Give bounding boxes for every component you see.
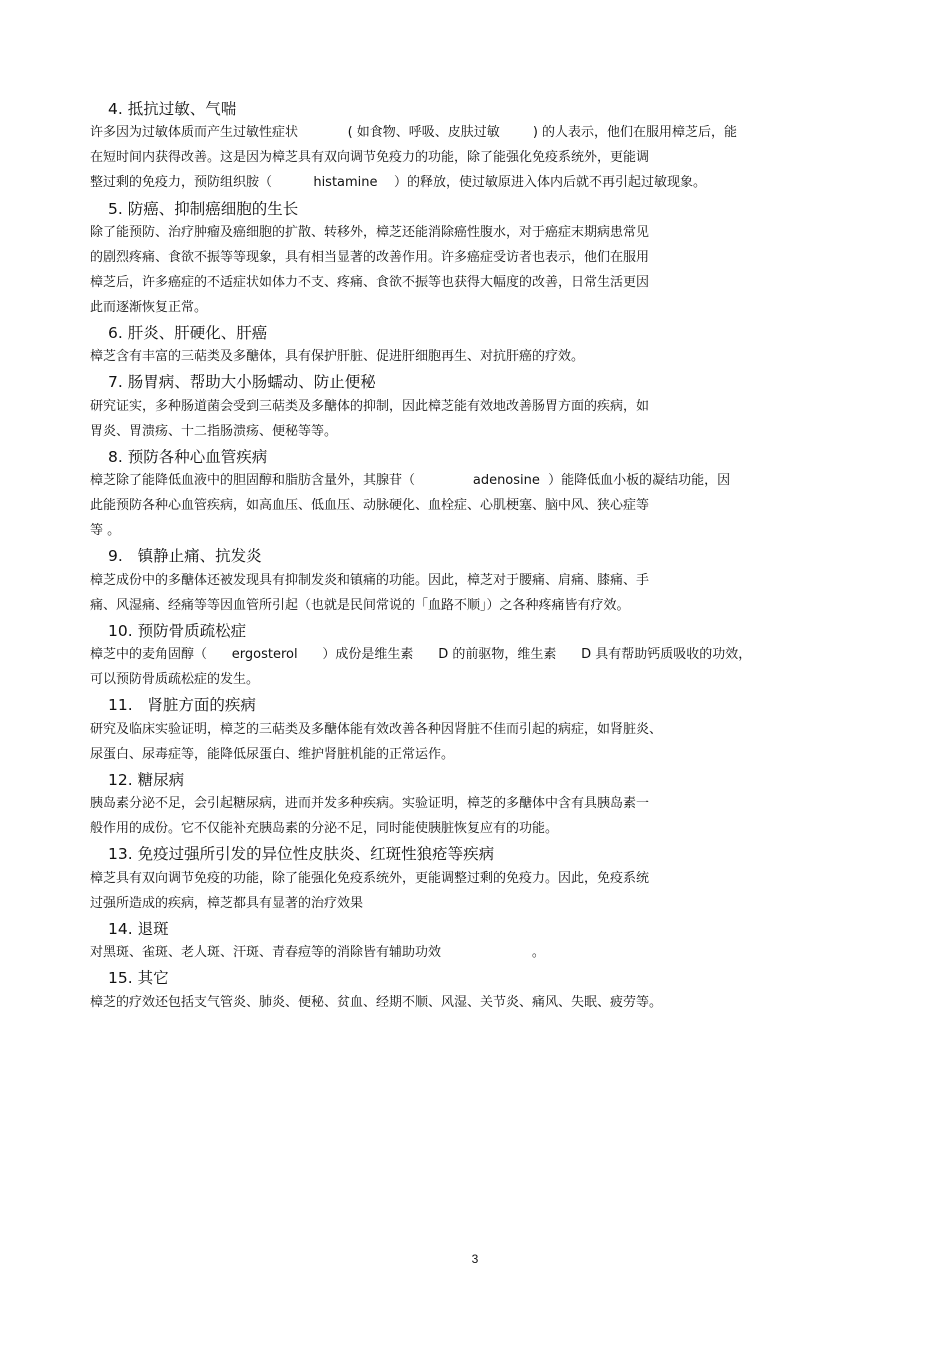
section-heading: 12. 糖尿病: [108, 771, 185, 789]
body-line: 等 。: [90, 523, 121, 538]
body-line: 研究证实，多种肠道菌会受到三萜类及多醣体的抑制，因此樟芝能有效地改善肠胃方面的疾病，如: [90, 399, 650, 414]
section-heading: 14. 退斑: [108, 920, 169, 938]
section-heading: 5. 防癌、抑制癌细胞的生长: [108, 200, 299, 218]
body-line: 对黑斑、雀斑、老人斑、汗斑、青春痘等的消除皆有辅助功效 。: [90, 945, 545, 960]
body-line: 樟芝含有丰富的三萜类及多醣体，具有保护肝脏、促进肝细胞再生、对抗肝癌的疗效。: [90, 349, 585, 364]
body-line: 在短时间内获得改善。这是因为樟芝具有双向调节免疫力的功能，除了能强化免疫系统外，更能调: [90, 150, 650, 165]
section-heading: 8. 预防各种心血管疾病: [108, 448, 268, 466]
body-line: 般作用的成份。它不仅能补充胰岛素的分泌不足，同时能使胰脏恢复应有的功能。: [90, 821, 559, 836]
section-heading: 7. 肠胃病、帮助大小肠蠕动、防止便秘: [108, 373, 376, 391]
section-heading: 11. 肾脏方面的疾病: [108, 696, 256, 714]
body-line: 樟芝后，许多癌症的不适症状如体力不支、疼痛、食欲不振等也获得大幅度的改善，日常生活更因: [90, 275, 650, 290]
body-line: 除了能预防、治疗肿瘤及癌细胞的扩散、转移外，樟芝还能消除癌性腹水，对于癌症末期病患常见: [90, 225, 650, 240]
body-line: 樟芝中的麦角固醇（ ergosterol ）成份是维生素 D 的前驱物，维生素 D 具有帮助钙质吸收的功效，: [90, 647, 752, 662]
body-line: 此能预防各种心血管疾病，如高血压、低血压、动脉硬化、血栓症、心肌梗塞、脑中风、狭心症等: [90, 498, 650, 513]
body-line: 的剧烈疼痛、食欲不振等等现象，具有相当显著的改善作用。许多癌症受访者也表示，他们在服用: [90, 250, 650, 265]
section-heading: 4. 抵抗过敏、气喘: [108, 100, 237, 118]
body-line: 许多因为过敏体质而产生过敏性症状 ( 如食物、呼吸、皮肤过敏 ) 的人表示，他们在服用樟芝后，能: [90, 125, 738, 140]
body-line: 研究及临床实验证明，樟芝的三萜类及多醣体能有效改善各种因肾脏不佳而引起的病症，如肾脏炎、: [90, 722, 663, 737]
body-line: 樟芝除了能降低血液中的胆固醇和脂肪含量外，其腺苷（ adenosine ）能降低血小板的凝结功能，因: [90, 473, 731, 488]
section-heading: 6. 肝炎、肝硬化、肝癌: [108, 324, 268, 342]
body-line: 樟芝具有双向调节免疫的功能，除了能强化免疫系统外，更能调整过剩的免疫力。因此，免疫系统: [90, 871, 650, 886]
body-line: 整过剩的免疫力，预防组织胺（ histamine ）的释放，使过敏原进入体内后就不再引起过敏现象。: [90, 175, 707, 190]
page-number: 3: [471, 1252, 479, 1266]
body-line: 过强所造成的疾病，樟芝都具有显著的治疗效果: [90, 896, 364, 911]
section-heading: 10. 预防骨质疏松症: [108, 622, 247, 640]
body-line: 此而逐渐恢复正常。: [90, 300, 208, 315]
body-line: 樟芝的疗效还包括支气管炎、肺炎、便秘、贫血、经期不顺、风湿、关节炎、痛风、失眠、疲劳等。: [90, 995, 663, 1010]
body-line: 胃炎、胃溃疡、十二指肠溃疡、便秘等等。: [90, 424, 338, 439]
body-line: 痛、风湿痛、经痛等等因血管所引起（也就是民间常说的「血路不顺」）之各种疼痛皆有疗效。: [90, 598, 630, 613]
section-heading: 9. 镇静止痛、抗发炎: [108, 547, 262, 565]
body-line: 胰岛素分泌不足，会引起糖尿病，进而并发多种疾病。实验证明，樟芝的多醣体中含有具胰岛素一: [90, 796, 650, 811]
body-line: 尿蛋白、尿毒症等，能降低尿蛋白、维护肾脏机能的正常运作。: [90, 747, 455, 762]
body-line: 樟芝成份中的多醣体还被发现具有抑制发炎和镇痛的功能。因此，樟芝对于腰痛、肩痛、膝痛、手: [90, 573, 650, 588]
body-line: 可以预防骨质疏松症的发生。: [90, 672, 260, 687]
section-heading: 13. 免疫过强所引发的异位性皮肤炎、红斑性狼疮等疾病: [108, 845, 495, 863]
section-heading: 15. 其它: [108, 969, 169, 987]
